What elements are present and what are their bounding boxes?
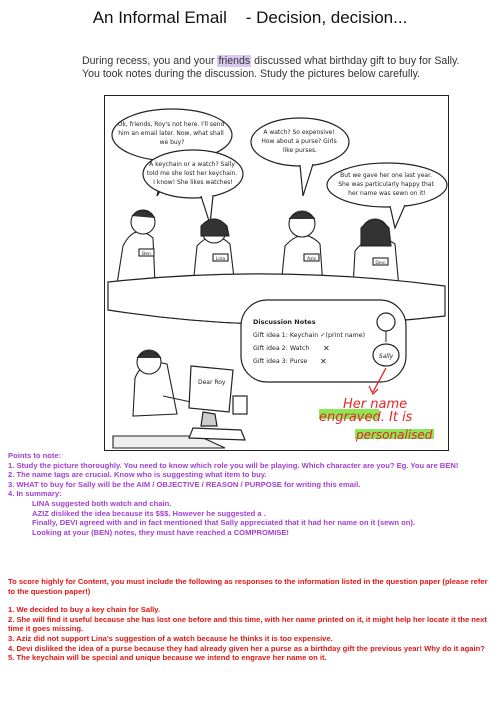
- handwriting-line2: engraved. It is: [319, 410, 413, 425]
- content-item-4: 4. Devi disliked the idea of a purse because they had already given her a purse as a birthday gift the previous year! Why do it again?: [8, 643, 485, 653]
- intro-text-after: discussed what birthday gift to buy for Sally. You took notes during the discussion. Study the pictures below carefully.: [82, 55, 460, 80]
- cartoon-picture: [104, 95, 449, 451]
- point-1: 1. Study the picture thoroughly. You need to know which role you will be playing. Which character are you? Eg. You are BEN!: [8, 460, 459, 470]
- summary-ben: Looking at your (BEN) notes, they must have reached a COMPROMISE!: [32, 527, 289, 537]
- bubble-ben-line3: we buy?: [159, 139, 185, 146]
- bubble-aziz-line1: A watch? So expensive!: [263, 129, 335, 136]
- bubble-lina: [143, 150, 243, 224]
- bubble-ben-line1: Ok, friends, Roy's not here. I'll send: [117, 121, 225, 128]
- summary-lina: LINA suggested both watch and chain.: [32, 498, 172, 508]
- handwriting-line3: personalised: [356, 428, 433, 442]
- point-3: 3. WHAT to buy for Sally will be the AIM / OBJECTIVE / REASON / PURPOSE for writing this email.: [8, 479, 361, 489]
- cross-mark-icon: ✕: [320, 357, 327, 366]
- content-intro: To score highly for Content, you must include the following as responses to the information listed in the question paper (please refer to the question paper!): [8, 577, 488, 596]
- child-ben: [117, 210, 155, 284]
- bubble-lina-line1: A keychain or a watch? Sally: [149, 161, 235, 168]
- summary-aziz: AZIZ disliked the idea because its $$$. However he suggested a .: [32, 508, 266, 518]
- svg-text:A keychain or a watch? Sally: [147, 161, 240, 186]
- svg-text:But we gave her one last year.: [338, 172, 436, 197]
- point-4: 4. In summary:: [8, 489, 62, 499]
- bubble-devi-line1: But we gave her one last year.: [340, 172, 432, 179]
- points-heading: Points to note:: [8, 451, 62, 460]
- cartoon-drawing: [105, 96, 450, 452]
- note-idea-1: Gift idea 1: Keychain ✓(print name): [253, 332, 366, 339]
- cross-mark-icon: ✕: [323, 344, 330, 353]
- bubble-devi-line3: her name was sewn on it!: [348, 190, 426, 197]
- bubble-devi-line2: She was particularly happy that: [338, 181, 434, 188]
- bubble-lina-line3: I know! She likes watches!: [153, 179, 233, 186]
- handwriting-line1: Her name: [343, 397, 408, 412]
- content-item-1: 1. We decided to buy a key chain for Sally.: [8, 605, 161, 615]
- nametag-ben: Ben: [142, 252, 151, 257]
- nametag-aziz: Aziz: [306, 257, 317, 262]
- content-item-2: 2. She will find it useful because she has lost one before and this time, with her name printed on it, it might help her locate it the next time it goes missing.: [8, 614, 487, 634]
- keychain-tag-text: Sally: [378, 353, 394, 360]
- bubble-aziz-line3: like purses.: [282, 147, 318, 154]
- intro-text-before: During recess, you and your: [82, 55, 218, 67]
- content-item-5: 5. The keychain will be special and unique because we intend to engrave her name on it.: [8, 653, 327, 663]
- point-2: 2. The name tags are crucial. Know who is suggesting what item to buy.: [8, 470, 267, 480]
- intro-paragraph: [82, 55, 474, 81]
- computer-monitor: [189, 366, 247, 440]
- bubble-devi: [327, 163, 447, 228]
- points-to-note: [8, 451, 494, 537]
- content-item-3: 3. Aziz did not support Lina's suggestion of a watch because he thinks it is too expensive.: [8, 633, 333, 643]
- page-title: An Informal Email - Decision, decision...: [92, 8, 408, 27]
- screen-label: Dear Roy: [198, 379, 226, 386]
- note-idea-2: Gift idea 2: Watch: [253, 345, 310, 352]
- note-idea-3: Gift idea 3: Purse: [253, 358, 308, 365]
- notes-title: Discussion Notes: [253, 318, 316, 326]
- summary-devi: Finally, DEVI agreed with and in fact mentioned that Sally appreciated that it had her name on it (sewn on).: [32, 518, 415, 528]
- bubble-aziz-line2: How about a purse? Girls: [261, 138, 337, 145]
- nametag-lina: Lina: [215, 257, 226, 262]
- nametag-devi: Devi: [375, 261, 386, 266]
- intro-highlight: friends: [218, 55, 251, 67]
- bubble-ben-line2: him an email later. Now, what shall: [118, 130, 224, 137]
- bubble-lina-line2: told me she lost her keychain.: [146, 170, 238, 177]
- content-requirements: [8, 577, 494, 663]
